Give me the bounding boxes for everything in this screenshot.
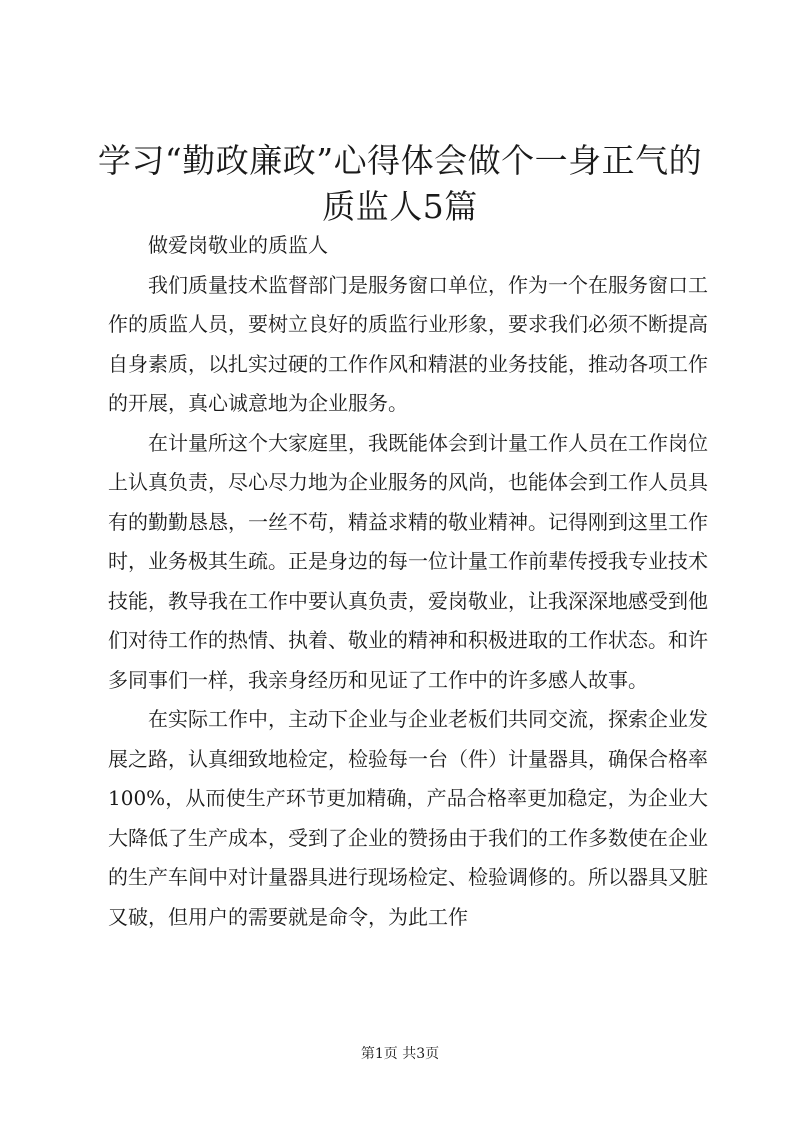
- paragraph: 在计量所这个大家庭里，我既能体会到计量工作人员在工作岗位上认真负责，尽心尽力地为企业服务的风尚，也能体会到工作人员具有的勤勤恳恳，一丝不苟，精益求精的敬业精神。记得刚到这里工作时，业务极其生疏。正是身边的每一位计量工作前辈传授我专业技术技能，教导我在工作中要认真负责，爱岗敬业，让我深深地感受到他们对待工作的热情、执着、敬业的精神和积极进取的工作状态。和许多同事们一样，我亲身经历和见证了工作中的许多感人故事。: [108, 430, 708, 692]
- document-title: 学习“勤政廉政”心得体会做个一身正气的质监人5篇: [97, 141, 703, 226]
- document-body: [108, 226, 708, 937]
- paragraph: 我们质量技术监督部门是服务窗口单位，作为一个在服务窗口工作的质监人员，要树立良好的质监行业形象，要求我们必须不断提高自身素质，以扎实过硬的工作作风和精湛的业务技能，推动各项工作的开展，真心诚意地为企业服务。: [108, 272, 708, 415]
- paragraph: 在实际工作中，主动下企业与企业老板们共同交流，探索企业发展之路，认真细致地检定，检验每一台（件）计量器具，确保合格率100%，从而使生产环节更加精确，产品合格率更加稳定，为企业大大降低了生产成本，受到了企业的赞扬由于我们的工作多数使在企业的生产车间中对计量器具进行现场检定、检验调修的。所以器具又脏又破，但用户的需要就是命令，为此工作: [108, 707, 708, 929]
- page-footer: 第1页 共3页: [360, 1046, 440, 1062]
- section-heading: 做爱岗敬业的质监人: [148, 233, 328, 257]
